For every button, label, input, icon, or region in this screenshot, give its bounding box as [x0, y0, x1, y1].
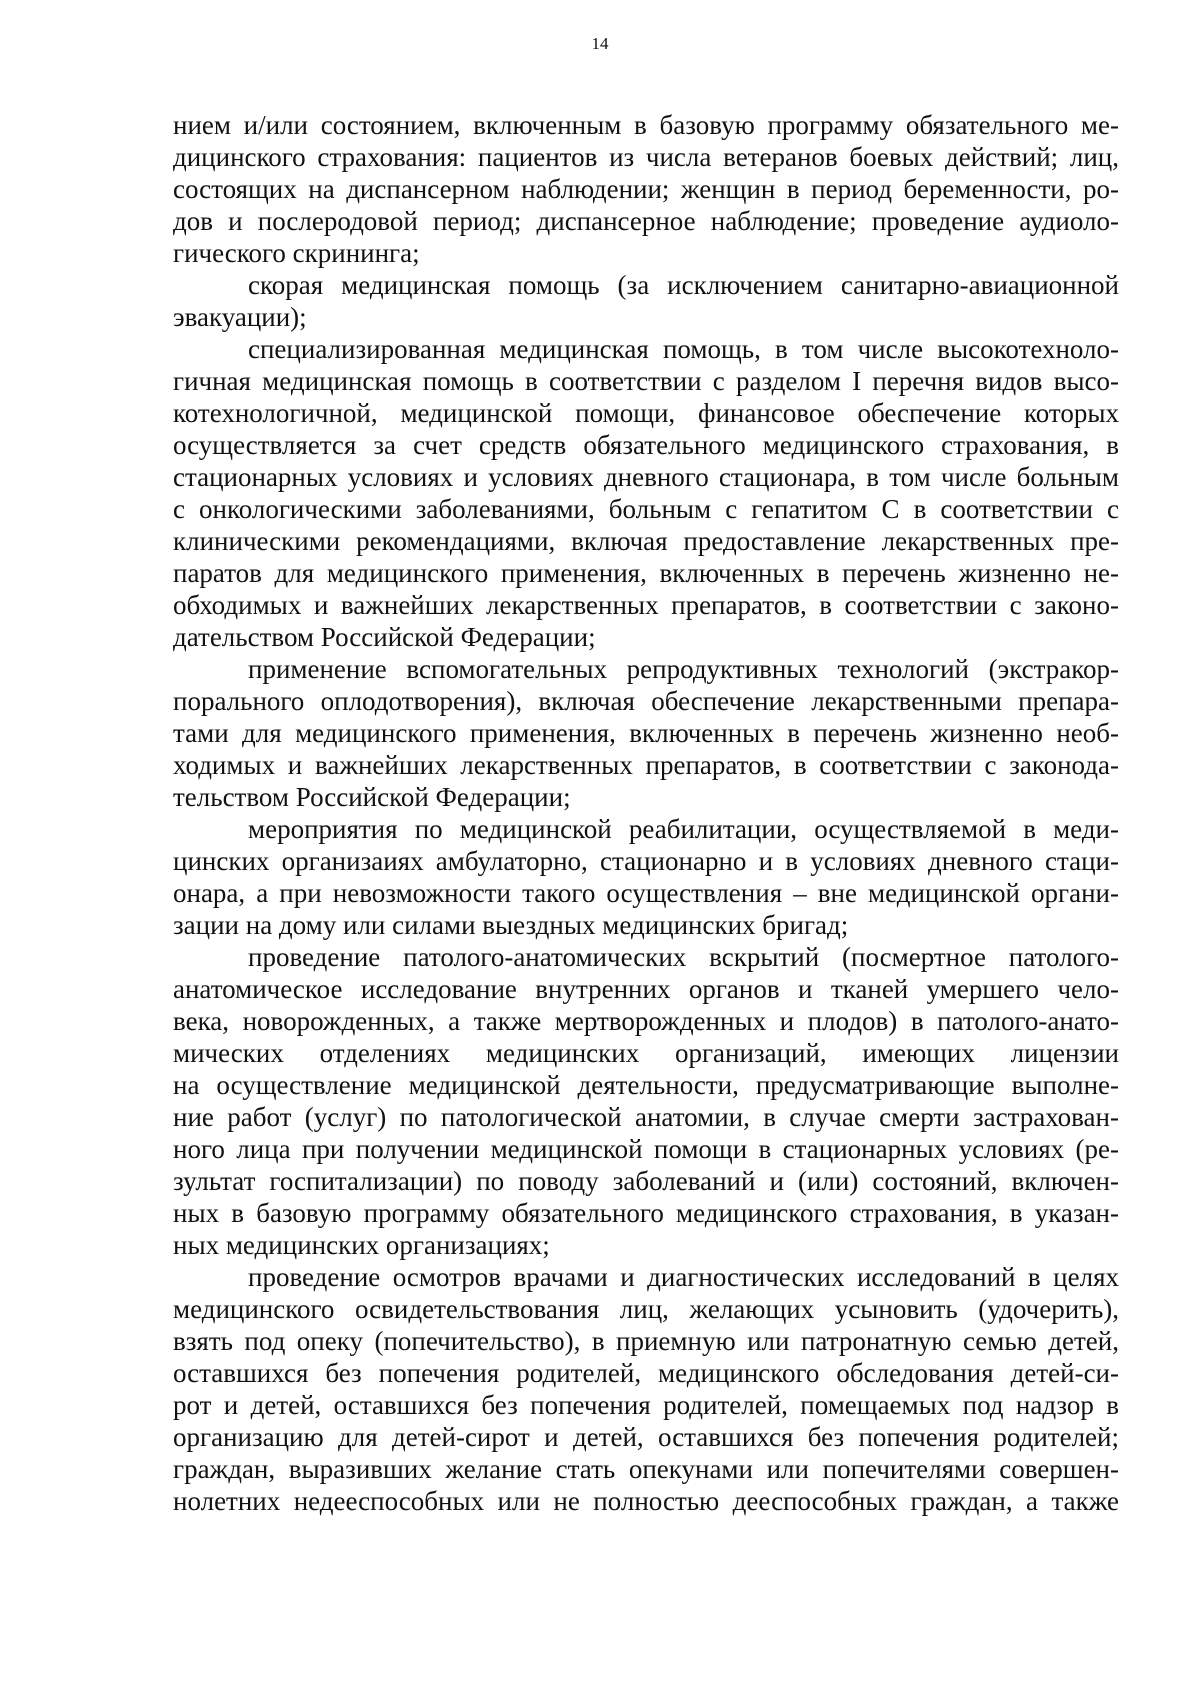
text-line: осуществляется за счет средств обязательного медицинского страхования, в: [173, 430, 1119, 460]
text-line: зультат госпитализации) по поводу заболеваний и (или) состояний, включен-: [173, 1166, 1119, 1196]
text-line: мероприятия по медицинской реабилитации, осуществляемой в меди-: [248, 814, 1119, 844]
text-line: на осуществление медицинской деятельности, предусматривающие выполне-: [173, 1070, 1119, 1100]
text-line: гичная медицинская помощь в соответствии с разделом I перечня видов высо-: [173, 366, 1119, 396]
text-line: тельством Российской Федерации;: [173, 782, 571, 812]
text-line: граждан, выразивших желание стать опекунами или попечителями совершен-: [173, 1454, 1119, 1484]
text-line: специализированная медицинская помощь, в том числе высокотехноло-: [248, 334, 1119, 364]
paragraph: [173, 813, 1119, 941]
text-line: ных в базовую программу обязательного медицинского страхования, в указан-: [173, 1198, 1119, 1228]
text-line: нолетних недееспособных или не полностью дееспособных граждан, а также: [173, 1486, 1119, 1516]
text-line: проведение осмотров врачами и диагностических исследований в целях: [248, 1262, 1119, 1292]
text-line: тами для медицинского применения, включенных в перечень жизненно необ-: [173, 718, 1119, 748]
text-line: стационарных условиях и условиях дневного стационара, в том числе больным: [173, 462, 1119, 492]
text-line: взять под опеку (попечительство), в приемную или патронатную семью детей,: [173, 1326, 1119, 1356]
text-line: дов и послеродовой период; диспансерное наблюдение; проведение аудиоло-: [173, 206, 1119, 236]
text-line: медицинского освидетельствования лиц, желающих усыновить (удочерить),: [173, 1294, 1119, 1324]
text-line: ние работ (услуг) по патологической анатомии, в случае смерти застрахован-: [173, 1102, 1119, 1132]
text-line: дицинского страхования: пациентов из числа ветеранов боевых действий; лиц,: [173, 142, 1119, 172]
text-line: ных медицинских организациях;: [173, 1230, 550, 1260]
text-line: дательством Российской Федерации;: [173, 622, 596, 652]
page-number: 14: [591, 34, 609, 53]
text-line: порального оплодотворения), включая обеспечение лекарственными препара-: [173, 686, 1119, 716]
text-line: мических отделениях медицинских организаций, имеющих лицензии: [173, 1038, 1119, 1068]
text-line: обходимых и важнейших лекарственных препаратов, в соответствии с законо-: [173, 590, 1119, 620]
text-line: состоящих на диспансерном наблюдении; женщин в период беременности, ро-: [173, 174, 1119, 204]
text-line: онара, а при невозможности такого осуществления – вне медицинской органи-: [173, 878, 1119, 908]
text-line: эвакуации);: [173, 302, 307, 332]
paragraph: [173, 109, 1119, 269]
text-line: клиническими рекомендациями, включая предоставление лекарственных пре-: [173, 526, 1119, 556]
text-line: скорая медицинская помощь (за исключением санитарно-авиационной: [248, 270, 1119, 300]
text-line: рот и детей, оставшихся без попечения родителей, помещаемых под надзор в: [173, 1390, 1119, 1420]
text-line: оставшихся без попечения родителей, медицинского обследования детей-си-: [173, 1358, 1119, 1388]
paragraph: [173, 653, 1119, 813]
text-line: применение вспомогательных репродуктивных технологий (экстракор-: [248, 654, 1119, 684]
text-line: нием и/или состоянием, включенным в базовую программу обязательного ме-: [173, 110, 1119, 140]
paragraph: [173, 333, 1119, 653]
text-line: ного лица при получении медицинской помощи в стационарных условиях (ре-: [173, 1134, 1119, 1164]
text-line: века, новорожденных, а также мертворожденных и плодов) в патолого-анато-: [173, 1006, 1119, 1036]
text-line: ходимых и важнейших лекарственных препаратов, в соответствии с законода-: [173, 750, 1119, 780]
text-line: организацию для детей-сирот и детей, оставшихся без попечения родителей;: [173, 1422, 1119, 1452]
text-line: котехнологичной, медицинской помощи, финансовое обеспечение которых: [173, 398, 1119, 428]
text-line: гического скрининга;: [173, 238, 420, 268]
text-line: паратов для медицинского применения, включенных в перечень жизненно не-: [173, 558, 1119, 588]
paragraph: [173, 1261, 1119, 1517]
text-line: цинских организаиях амбулаторно, стационарно и в условиях дневного стаци-: [173, 846, 1119, 876]
paragraph: [173, 941, 1119, 1261]
paragraph: [173, 269, 1119, 333]
text-line: с онкологическими заболеваниями, больным с гепатитом С в соответствии с: [173, 494, 1119, 524]
text-line: зации на дому или силами выездных медицинских бригад;: [173, 910, 849, 940]
text-line: проведение патолого-анатомических вскрытий (посмертное патолого-: [248, 942, 1119, 972]
text-line: анатомическое исследование внутренних органов и тканей умершего чело-: [173, 974, 1119, 1004]
document-body: [173, 109, 1119, 1517]
